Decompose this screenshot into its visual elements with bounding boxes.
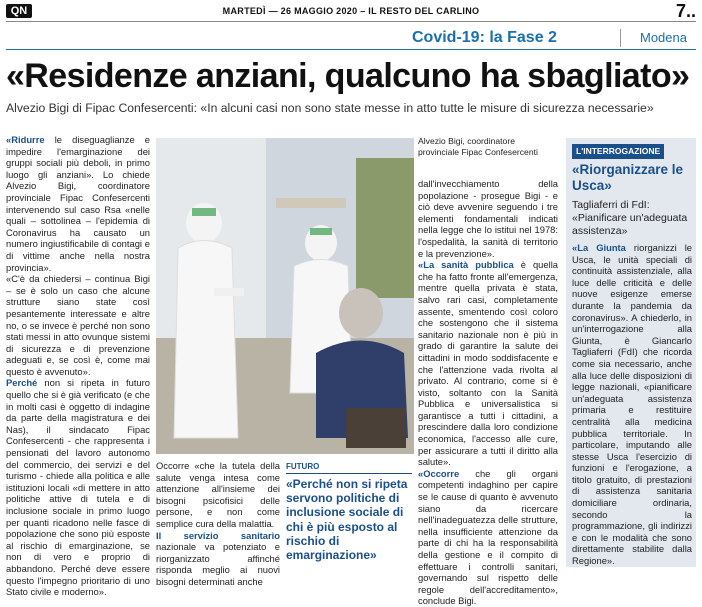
subheadline: Alvezio Bigi di Fipac Confesercenti: «In alcuni casi non sono state messe in atto tutte le misure di sicurezza necessarie» [6,101,654,115]
city-label: Modena [640,30,687,45]
paragraph [156,530,280,588]
page-number: 7.. [675,1,696,21]
photo-illustration [156,138,414,454]
paragraph-text: riorganizzi le Usca, le unità speciali di continuità assistenziale, alla luce delle criticità e delle nuove esigenze emerse durante la pandemia da coronavirus». A chiederlo, in un'interrogazione alla Giunta, è Giancarlo Tagliaferri (FdI) che ricorda come sia necessario, anche alla luce delle disposizioni di legge nazionali, «pianificare un'adeguata assistenza primaria e restituire centralità alla medicina pubblica territoriale. In particolare, imputando alle stesse Usca l'esercizio di funzioni e l'erogazione, a titolo gratuito, di prestazioni di assistenza sanitaria domiciliare ordinaria, secondo la programmazione, gli indirizzi e con le modalità che sono direttamente stabilite dalla Regione». [572,242,692,567]
lead-word: Il servizio sanitario [156,529,280,541]
paragraph [6,377,150,597]
paragraph-text: non si ripeta in futuro quello che si è già verificato (e che in molti casi è oggetto di indagine da parte della magistratura e dei Nas), il sindacato Fipac Confesercenti - che rappresenta i pensionati del lavoro autonomo del commercio, dei servizi e del turismo - chiede alla politica e alle istituzioni locali «di mettere in atto politiche attive di tutela e di inclusione sociale in primo luogo per quanti ricadono nelle fasce di popolazione che sono più esposte al rischio di emarginazione, se non di vero e proprio di abbandono. Perché deve essere questo l'impegno prioritario di uno Stato civile e moderno». [6,377,150,598]
sidebar-body [572,242,692,567]
paragraph [6,134,150,273]
paragraph: Occorre «che la tutela della salute venga intesa come attenzione all'insieme dei bisogni psicofisici delle persone, e non come semplice cura della malattia. [156,460,280,529]
newspaper-logo: QN [6,4,32,18]
section-title: Covid-19: la Fase 2 [412,29,557,46]
photo-caption: Alvezio Bigi, coordinatore provinciale Fipac Confesercenti [418,136,538,157]
quote-label: FUTURO [286,462,320,471]
lead-word: «Ridurre [6,134,45,145]
paragraph-text: le diseguaglianze e impedire l'emarginazione dei gruppi sociali più deboli, in primo luogo gli anziani». Lo chiede Alvezio Bigi, coordinatore provinciale Fipac Confesercenti intervenendo sul caso Rsa «nelle quali – sottolinea – l'epidemia di Coronavirus ha causato un numero ingiustificabile di contagi e di vittime anche nella nostra provincia». [6,134,150,273]
paragraph: dall'invecchiamento della popolazione - prosegue Bigi - e ciò deve avvenire seguendo i tre elementi fondamentali indicati nella legge che lo istitui nel 1978: l'ospedalità, la sanità di territorio e la prevenzione». [418,178,558,259]
lead-word: «La sanità pubblica [418,259,514,271]
paragraph-text: che gli organi competenti indaghino per capire se le cause di quanto è avvenuto siano da ricercare nell'inadeguatezza delle strutture, nella insufficiente attenzione da parte di chi ha la responsabilità della gestione e il compito di effettuare i controlli sanitari, governando sul rispetto delle regole dell'accreditamento», conclude Bigi. [418,467,558,607]
article-photo [156,138,414,454]
lead-word: Perché [6,377,38,389]
paragraph-text: nazionale va potenziato e riorganizzato affinché risponda meglio ai nuovi bisogni determinati anche [156,541,280,587]
paragraph-text: è quella che ha fatto fronte all'emergenza, mentre quella privata è stata, salvo rari casi, completamente assente, smentendo così coloro che sostengono che il sistema sanitario nazionale non è più in grado di garantire la salute dei cittadini in modo soddisfacente e che l'attenzione vada rivolta al privato. Al contrario, come si è visto, soltanto con la Sanità Pubblica e universalistica si garantisce a tutti i cittadini, a prescindere dalla loro condizione economica, l'accesso alle cure, per assicurare a tutti il diritto alla salute». [418,259,558,468]
sidebar-tag: L'INTERROGAZIONE [572,144,664,159]
sidebar-title: «Riorganizzare le Usca» [572,162,684,193]
masthead-divider [6,21,696,22]
article-column-1 [6,134,150,598]
headline: «Residenze anziani, qualcuno ha sbagliato» [6,57,690,95]
section-divider [6,49,696,50]
paragraph [418,259,558,468]
article-column-3 [418,178,558,607]
paragraph [418,468,558,607]
pull-quote: «Perché non si ripeta servono politiche di inclusione sociale di chi è più esposto al rischio di emarginazione» [286,477,408,563]
paragraph [572,242,692,567]
sidebar-subtitle: Tagliaferri di FdI: «Pianificare un'adeguata assistenza» [572,199,688,237]
lead-word: «Occorre [418,467,460,479]
masthead-date-line: MARTEDÌ — 26 MAGGIO 2020 – IL RESTO DEL CARLINO [222,6,480,16]
quote-divider [286,473,412,474]
paragraph: «C'è da chiedersi – continua Bigi – se è solo un caso che alcune strutture siano state così pesantemente interessate e altre no, o se invece è perché non sono stati messi in atto ovunque sistemi di sicurezza e di prevenzione adeguati e, se così è, come mai questo è avvenuto». [6,273,150,377]
section-separator [620,29,621,47]
article-column-2 [156,460,280,588]
lead-word: «La Giunta [572,242,626,253]
